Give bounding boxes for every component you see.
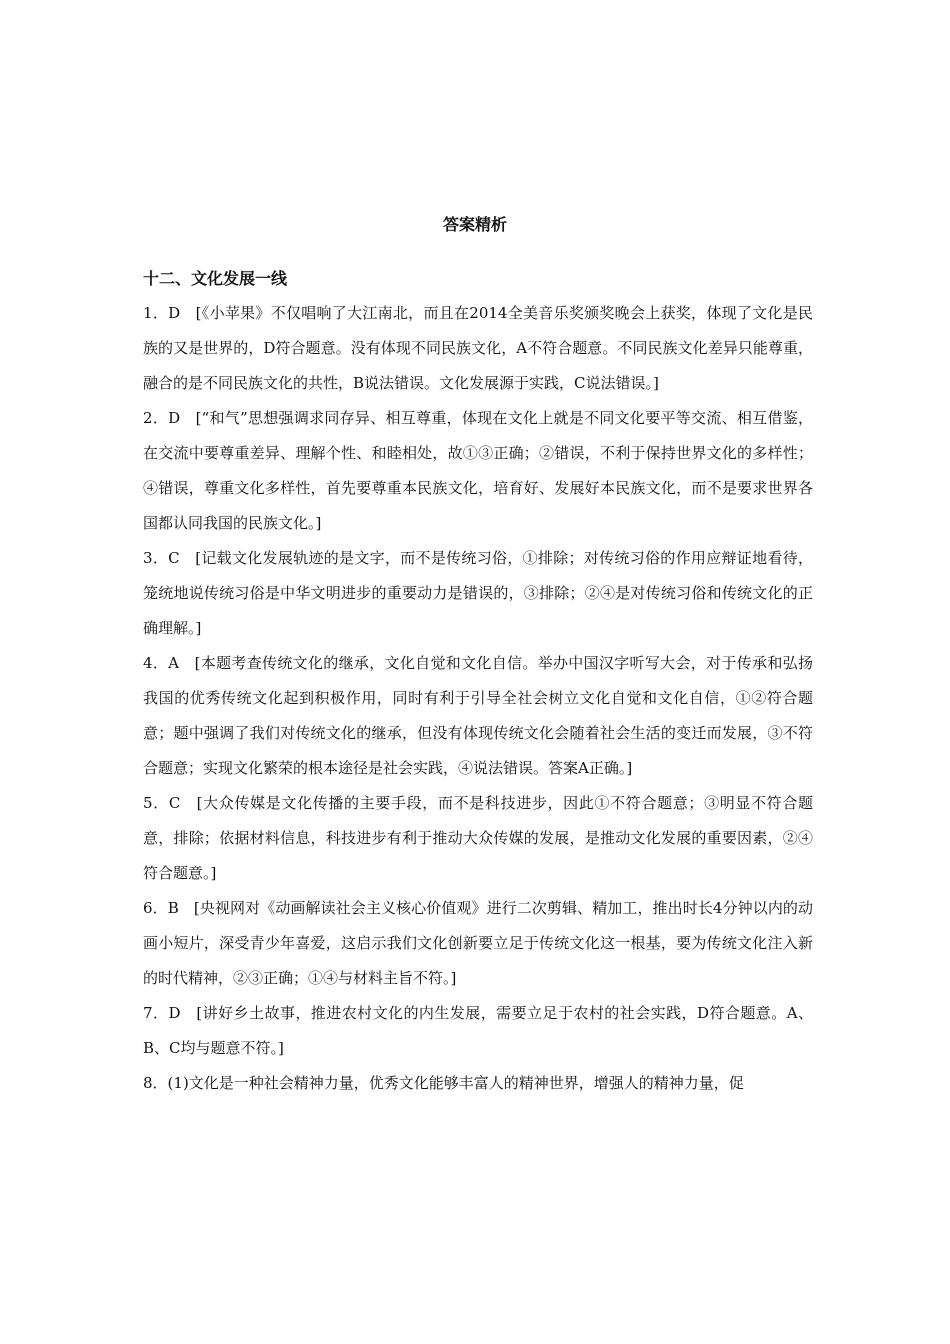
section-heading: 十二、文化发展一线 — [143, 269, 288, 288]
answer-item-4: 4．A [本题考查传统文化的继承，文化自觉和文化自信。举办中国汉字听写大会，对于传承和弘扬我国的优秀传统文化起到积极作用，同时有利于引导全社会树立文化自觉和文化自信，①②符合题意；题中强调了我们对传统文化的继承，但没有体现传统文化会随着社会生活的变迁而发展，③不符合题意；实现文化繁荣的根本途径是社会实践，④说法错误。答案A正确。] — [143, 654, 813, 777]
answer-item-7: 7．D [讲好乡土故事，推进农村文化的内生发展，需要立足于农村的社会实践，D符合题意。A、B、C均与题意不符。] — [143, 1004, 813, 1057]
answer-item-2: 2．D [“和气”思想强调求同存异、相互尊重，体现在文化上就是不同文化要平等交流、相互借鉴，在交流中要尊重差异、理解个性、和睦相处，故①③正确；②错误，不利于保持世界文化的多样性；④错误，尊重文化多样性，首先要尊重本民族文化，培育好、发展好本民族文化，而不是要求世界各国都认同我国的民族文化。] — [143, 409, 813, 532]
answer-list — [143, 296, 813, 1101]
answer-item-8: 8．(1)文化是一种社会精神力量，优秀文化能够丰富人的精神世界，增强人的精神力量，促 — [143, 1074, 744, 1092]
answer-item-3: 3．C [记载文化发展轨迹的是文字，而不是传统习俗，①排除；对传统习俗的作用应辩证地看待，笼统地说传统习俗是中华文明进步的重要动力是错误的，③排除；②④是对传统习俗和传统文化的正确理解。] — [143, 549, 813, 637]
answer-item-1: 1．D [《小苹果》不仅唱响了大江南北，而且在2014全美音乐奖颁奖晚会上获奖，体现了文化是民族的又是世界的，D符合题意。没有体现不同民族文化，A不符合题意。不同民族文化差异只能尊重，融合的是不同民族文化的共性，B说法错误。文化发展源于实践，C说法错误。] — [143, 304, 813, 392]
answer-item-6: 6．B [央视网对《动画解读社会主义核心价值观》进行二次剪辑、精加工，推出时长4分钟以内的动画小短片，深受青少年喜爱，这启示我们文化创新要立足于传统文化这一根基，要为传统文化注入新的时代精神，②③正确；①④与材料主旨不符。] — [143, 899, 813, 987]
answer-item-5: 5．C [大众传媒是文化传播的主要手段，而不是科技进步，因此①不符合题意；③明显不符合题意，排除；依据材料信息，科技进步有利于推动大众传媒的发展，是推动文化发展的重要因素，②④符合题意。] — [143, 794, 813, 882]
page-title: 答案精析 — [442, 215, 507, 234]
